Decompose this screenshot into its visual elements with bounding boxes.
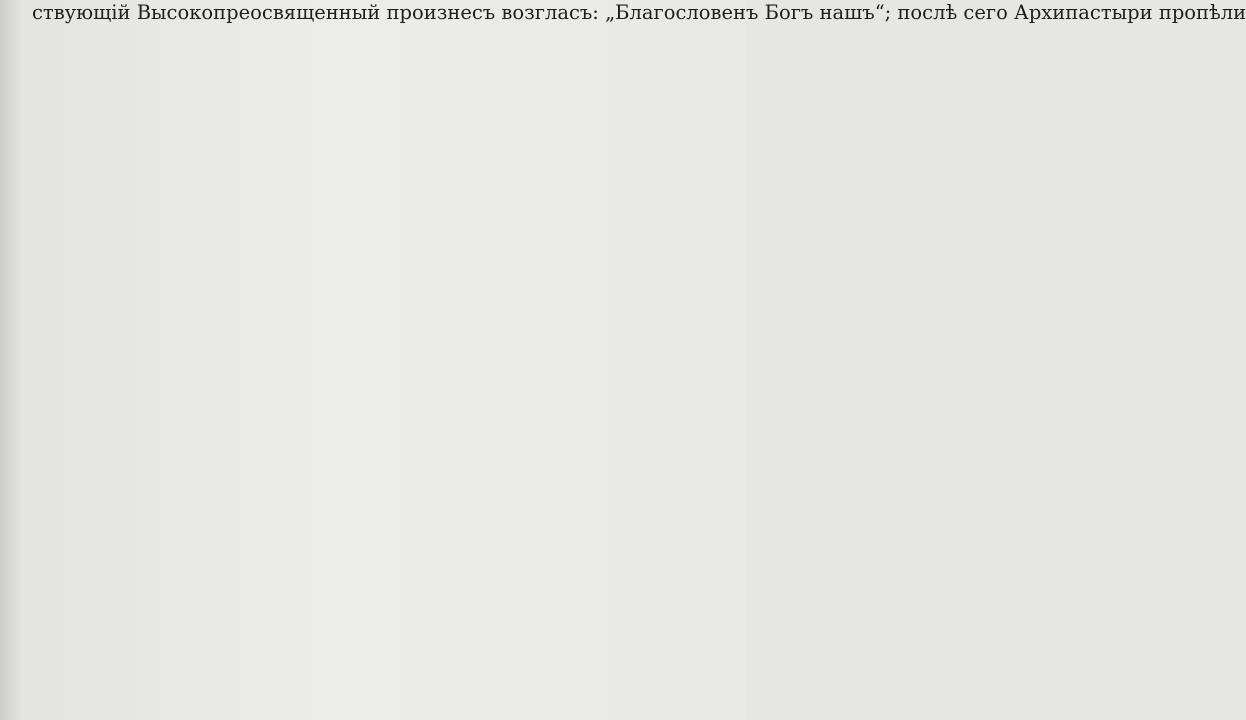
text-line-content: ствующій Высокопреосвященный произнесъ возгласъ: „Благословенъ Богъ нашъ“; послѣ сего Архипастыри пропѣли bbox=[32, 1, 1246, 24]
text-line bbox=[32, 0, 1246, 26]
spine-shadow bbox=[0, 0, 22, 720]
page-text bbox=[32, 0, 1246, 26]
